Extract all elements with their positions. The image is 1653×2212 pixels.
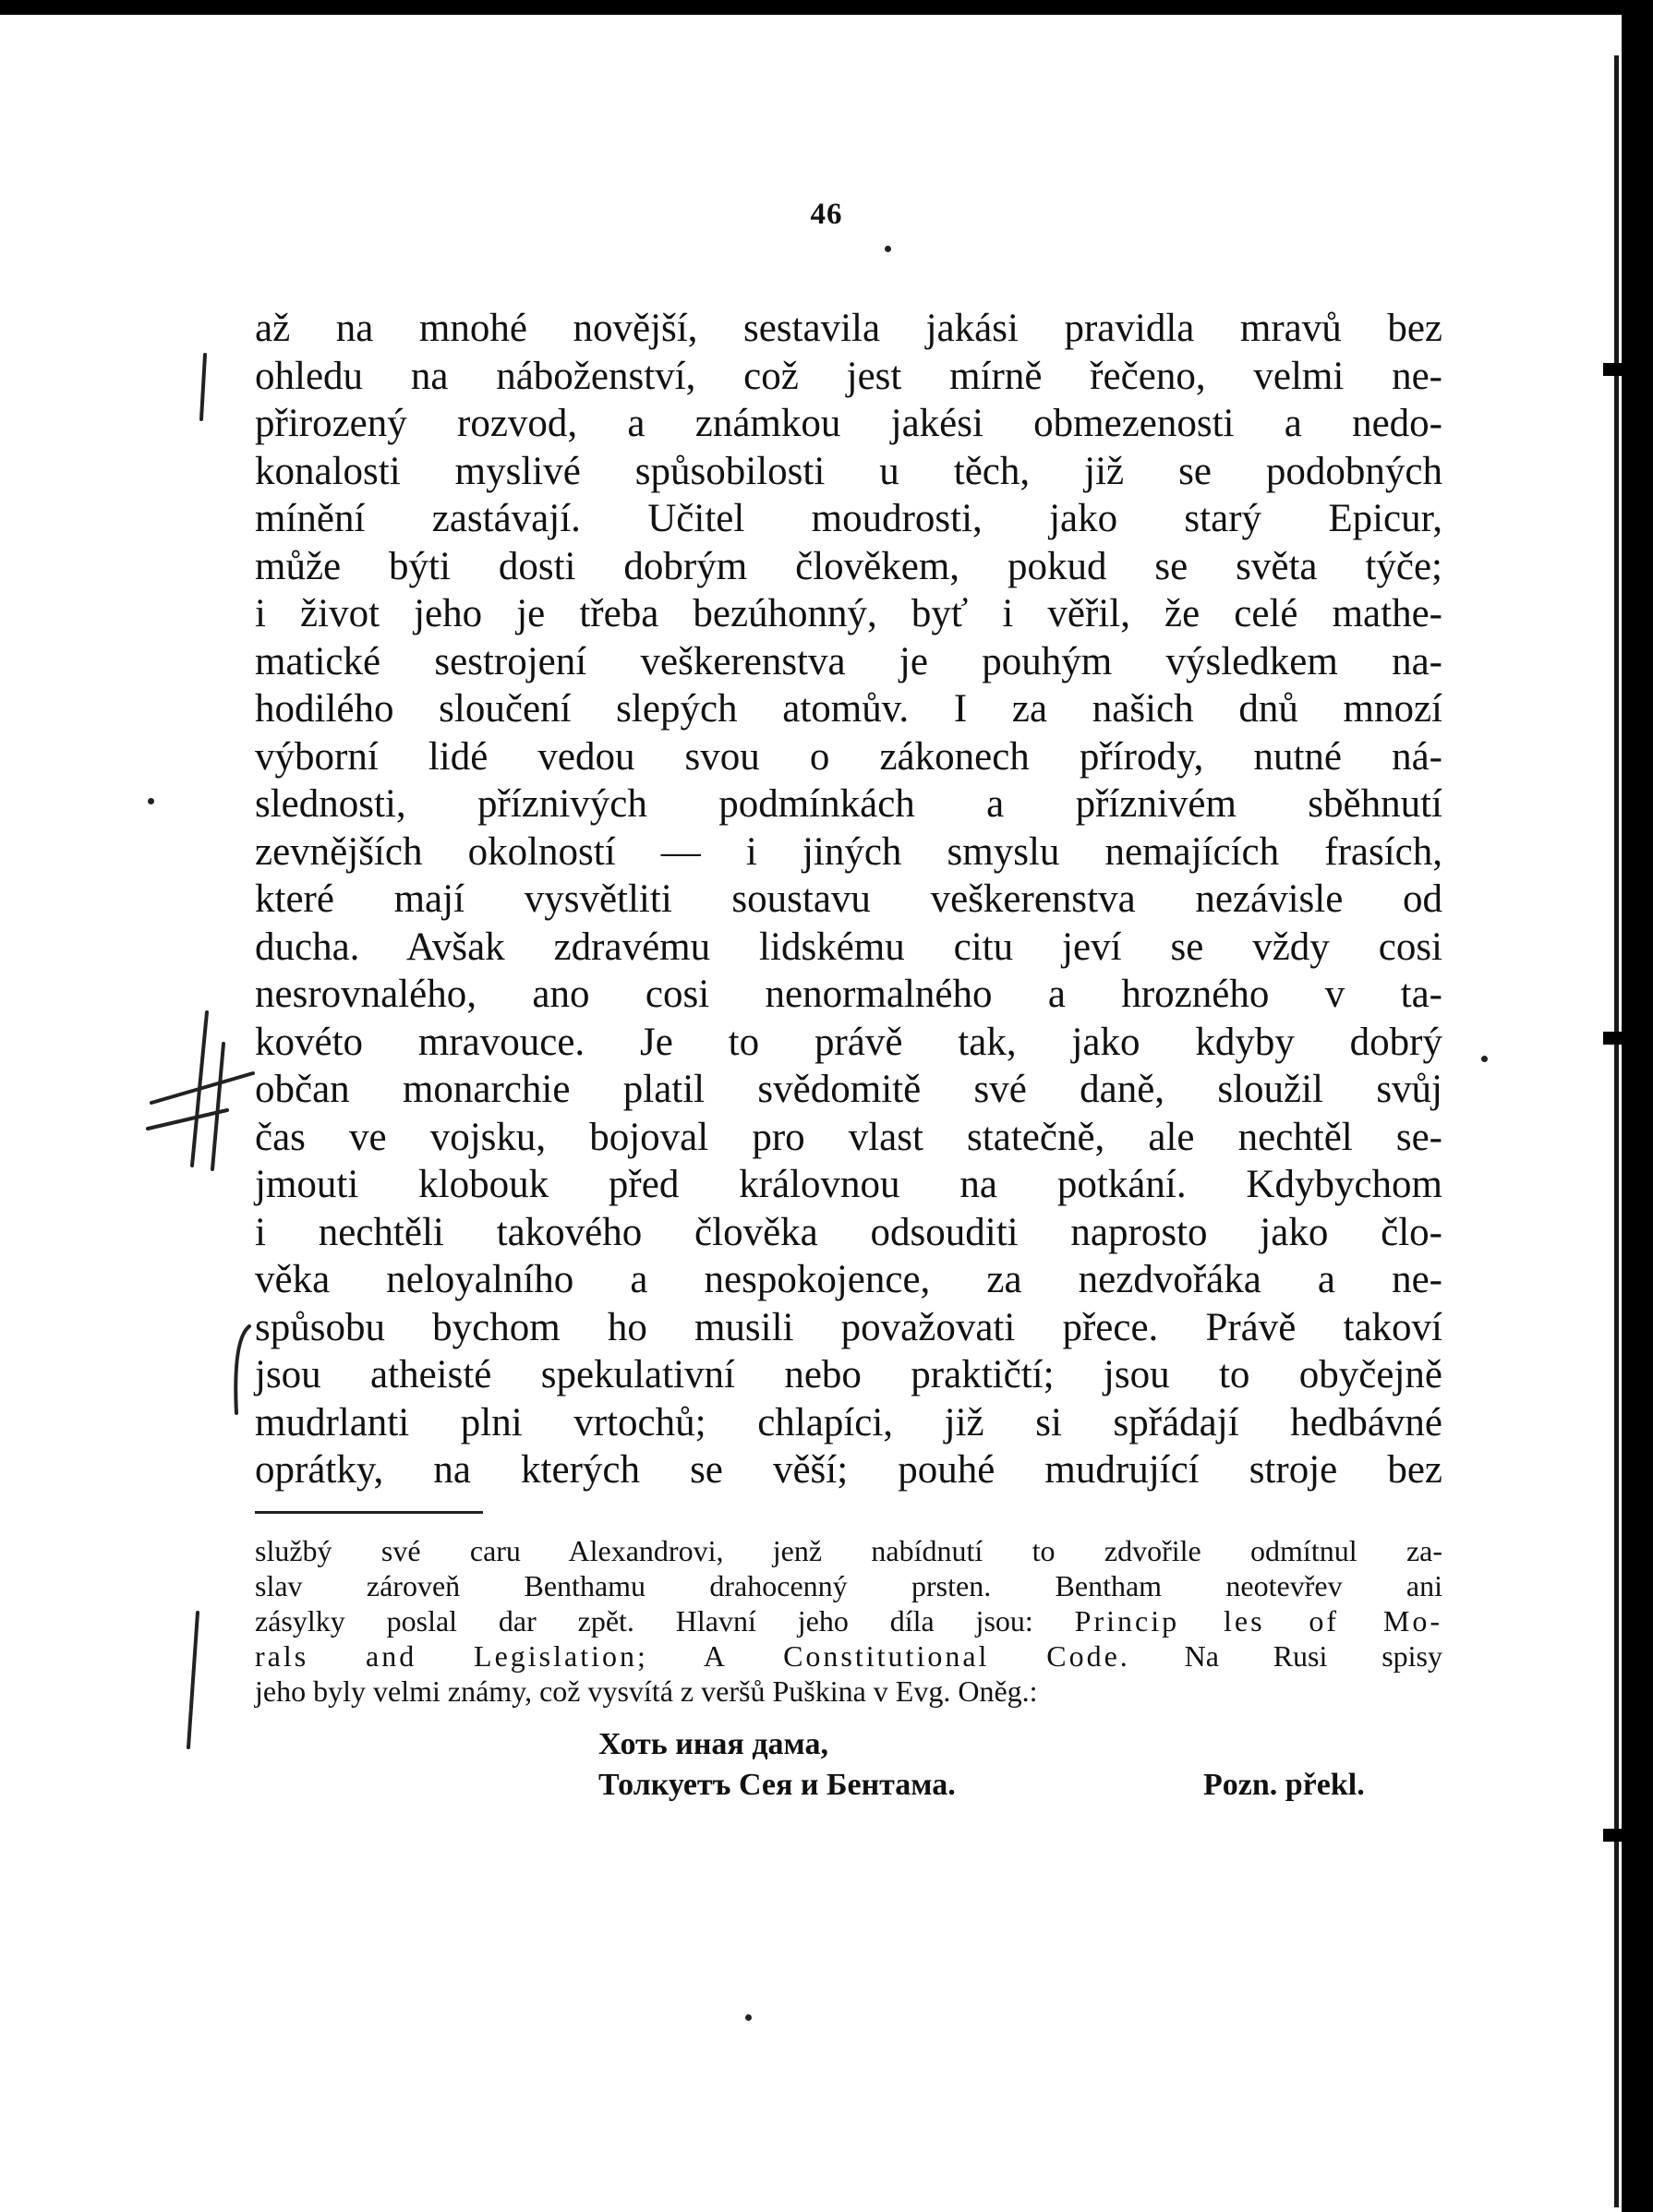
- text-line: i život jeho je třeba bezúhonný, byť i věřil, že celé mathe-: [255, 592, 1442, 635]
- footnote-line: jeho byly velmi známy, což vysvítá z veršů Puškina v Evg. Oněg.:: [255, 1674, 1038, 1708]
- body-text: [255, 305, 1442, 1494]
- text-line: matické sestrojení veškerenstva je pouhým výsledkem na-: [255, 639, 1442, 683]
- text-line: občan monarchie platil svědomitě své daně, sloužil svůj: [255, 1068, 1442, 1111]
- margin-stroke-mark: [175, 1607, 212, 1755]
- margin-dot: [745, 2014, 752, 2021]
- text-line: které mají vysvětliti soustavu veškerenstva nezávisle od: [255, 877, 1442, 921]
- margin-dot: [148, 798, 154, 804]
- margin-dot: [885, 246, 891, 252]
- verse-quote: [598, 1724, 956, 1806]
- margin-dot: [1481, 1056, 1488, 1062]
- text-line: i nechtěli takového člověka odsouditi naprosto jako člo-: [255, 1210, 1442, 1254]
- text-line: mudrlanti plni vrtochů; chlapíci, již si spřádají hedbávné: [255, 1400, 1442, 1444]
- text-line: konalosti myslivé spůsobilosti u těch, již se podobných: [255, 449, 1442, 493]
- translator-note: Pozn. překl.: [1203, 1768, 1365, 1802]
- text-line: hodilého sloučení slepých atomův. I za našich dnů mnozí: [255, 687, 1442, 731]
- text-line: čas ve vojsku, bojoval pro vlast statečně, ale nechtěl se-: [255, 1115, 1442, 1159]
- verse-line: Хоть иная дама,: [598, 1727, 828, 1761]
- text-line: slednosti, příznivých podmínkách a příznivém sběhnutí: [255, 782, 1442, 826]
- footnote-line: rals and Legislation; A Constitutional Code. Na Rusi spisy: [255, 1639, 1443, 1673]
- text-line: věka neloyalního a nespokojence, za nezdvořáka a ne-: [255, 1258, 1442, 1301]
- text-line: spůsobu bychom ho musili považovati přece. Právě takoví: [255, 1305, 1442, 1349]
- text-line: může býti dosti dobrým člověkem, pokud se světa týče;: [255, 544, 1442, 588]
- scan-border-top: [0, 0, 1653, 15]
- footnote-rule: [255, 1511, 483, 1514]
- text-line: mínění zastávají. Učitel moudrosti, jako starý Epicur,: [255, 497, 1442, 540]
- page-number: 46: [810, 198, 843, 231]
- footnote: [255, 1533, 1442, 1709]
- binding-notch: [1603, 1032, 1623, 1045]
- verse-line: Толкуетъ Сея и Бентама.: [598, 1768, 956, 1802]
- text-line: výborní lidé vedou svou o zákonech přírody, nutné ná-: [255, 734, 1442, 779]
- text-line: zevnějších okolností — i jiných smyslu nemajících frasích,: [255, 829, 1442, 874]
- text-line: jsou atheisté spekulativní nebo praktičtí; jsou to obyčejně: [255, 1353, 1442, 1396]
- margin-stroke-mark: [185, 351, 222, 425]
- text-line: nesrovnalého, ano cosi nenormalného a hrozného v ta-: [255, 973, 1442, 1016]
- footnote-line: slav zároveň Benthamu drahocenný prsten. Bentham neotevřev ani: [255, 1569, 1442, 1602]
- text-line: jmouti klobouk před královnou na potkání. Kdybychom: [255, 1163, 1442, 1206]
- scan-border-right: [1622, 0, 1653, 2212]
- text-line: ducha. Avšak zdravému lidskému citu jeví se vždy cosi: [255, 925, 1442, 969]
- text-line: přirozený rozvod, a známkou jakési obmezenosti a nedo-: [255, 402, 1442, 445]
- margin-bracket-mark: [222, 1321, 259, 1422]
- scan-border-right-inner: [1614, 55, 1619, 2207]
- text-line: ohledu na náboženství, což jest mírně řečeno, velmi ne-: [255, 354, 1442, 398]
- footnote-line: zásylky poslal dar zpět. Hlavní jeho díla jsou: Princip les of Mo-: [255, 1604, 1443, 1638]
- text-line: kovéto mravouce. Je to právě tak, jako kdyby dobrý: [255, 1020, 1442, 1064]
- text-line: až na mnohé novější, sestavila jakási pravidla mravů bez: [255, 307, 1442, 350]
- footnote-line: službý své caru Alexandrovi, jenž nabídnutí to zdvořile odmítnul za-: [255, 1534, 1442, 1567]
- binding-notch: [1603, 363, 1623, 376]
- margin-hash-mark: [139, 1007, 259, 1173]
- binding-notch: [1603, 1829, 1623, 1842]
- text-line: oprátky, na kterých se věší; pouhé mudrující stroje bez: [255, 1448, 1442, 1492]
